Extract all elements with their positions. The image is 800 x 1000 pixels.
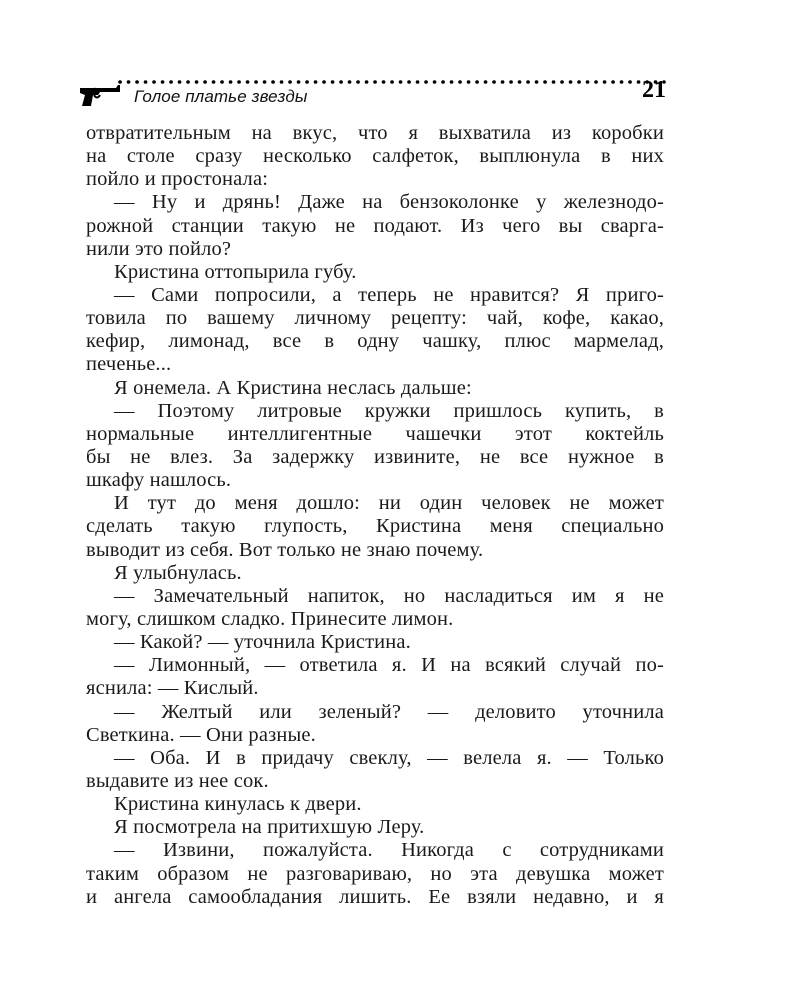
text-line: Кристина оттопырила губу. bbox=[114, 260, 357, 283]
page-number: 21 bbox=[642, 77, 666, 103]
text-line: Кристина кинулась к двери. bbox=[114, 793, 362, 816]
text-line: — Замечательный напиток, но насладиться им я не bbox=[114, 584, 664, 607]
text-line: сделать такую глупость, Кристина меня специально bbox=[86, 515, 664, 538]
page-header bbox=[78, 74, 666, 110]
text-line: — Оба. И в придачу свеклу, — велела я. — Только bbox=[114, 746, 664, 769]
text-line: бы не влез. За задержку извините, не все нужное в bbox=[86, 445, 664, 468]
text-line: — Какой? — уточнила Кристина. bbox=[114, 631, 411, 654]
text-line: выдавите из нее сок. bbox=[86, 769, 269, 792]
text-line: пойло и простонала: bbox=[86, 168, 269, 191]
text-line: могу, слишком сладко. Принесите лимон. bbox=[86, 607, 454, 630]
text-line: шкафу нашлось. bbox=[86, 469, 232, 492]
text-line: Я посмотрела на притихшую Леру. bbox=[114, 816, 425, 839]
text-line: нормальные интеллигентные чашечки этот коктейль bbox=[86, 422, 664, 445]
text-line: нили это пойло? bbox=[86, 237, 232, 260]
text-line: — Сами попросили, а теперь не нравится? Я приго- bbox=[114, 283, 664, 306]
header-dotted-rule bbox=[118, 78, 666, 86]
text-line: — Желтый или зеленый? — деловито уточнила bbox=[114, 700, 664, 723]
text-line: печенье... bbox=[86, 353, 172, 376]
text-line: и ангела самообладания лишить. Ее взяли недавно, и я bbox=[86, 885, 664, 908]
running-title: Голое платье звезды bbox=[134, 87, 308, 106]
revolver-icon bbox=[78, 82, 122, 108]
text-line: рожной станции такую не подают. Из чего вы сварга- bbox=[86, 214, 664, 237]
text-line: товила по вашему личному рецепту: чай, кофе, какао, bbox=[86, 307, 664, 330]
text-line: — Поэтому литровые кружки пришлось купить, в bbox=[114, 399, 664, 422]
text-line: таким образом не разговариваю, но эта девушка может bbox=[86, 862, 664, 885]
text-line: — Извини, пожалуйста. Никогда с сотрудниками bbox=[114, 839, 664, 862]
text-line: Я онемела. А Кристина неслась дальше: bbox=[114, 376, 472, 399]
text-line: Я улыбнулась. bbox=[114, 561, 242, 584]
text-line: Светкина. — Они разные. bbox=[86, 723, 316, 746]
body-text bbox=[86, 122, 664, 909]
text-line: кефир, лимонад, все в одну чашку, плюс мармелад, bbox=[86, 330, 664, 353]
text-line: — Лимонный, — ответила я. И на всякий случай по- bbox=[114, 654, 664, 677]
text-line: И тут до меня дошло: ни один человек не может bbox=[114, 492, 664, 515]
text-line: на столе сразу несколько салфеток, выплюнула в них bbox=[86, 145, 664, 168]
text-line: — Ну и дрянь! Даже на бензоколонке у железнодо- bbox=[114, 191, 664, 214]
text-line: отвратительным на вкус, что я выхватила из коробки bbox=[86, 122, 664, 144]
text-line: яснила: — Кислый. bbox=[86, 677, 259, 700]
text-line: выводит из себя. Вот только не знаю почему. bbox=[86, 538, 484, 561]
